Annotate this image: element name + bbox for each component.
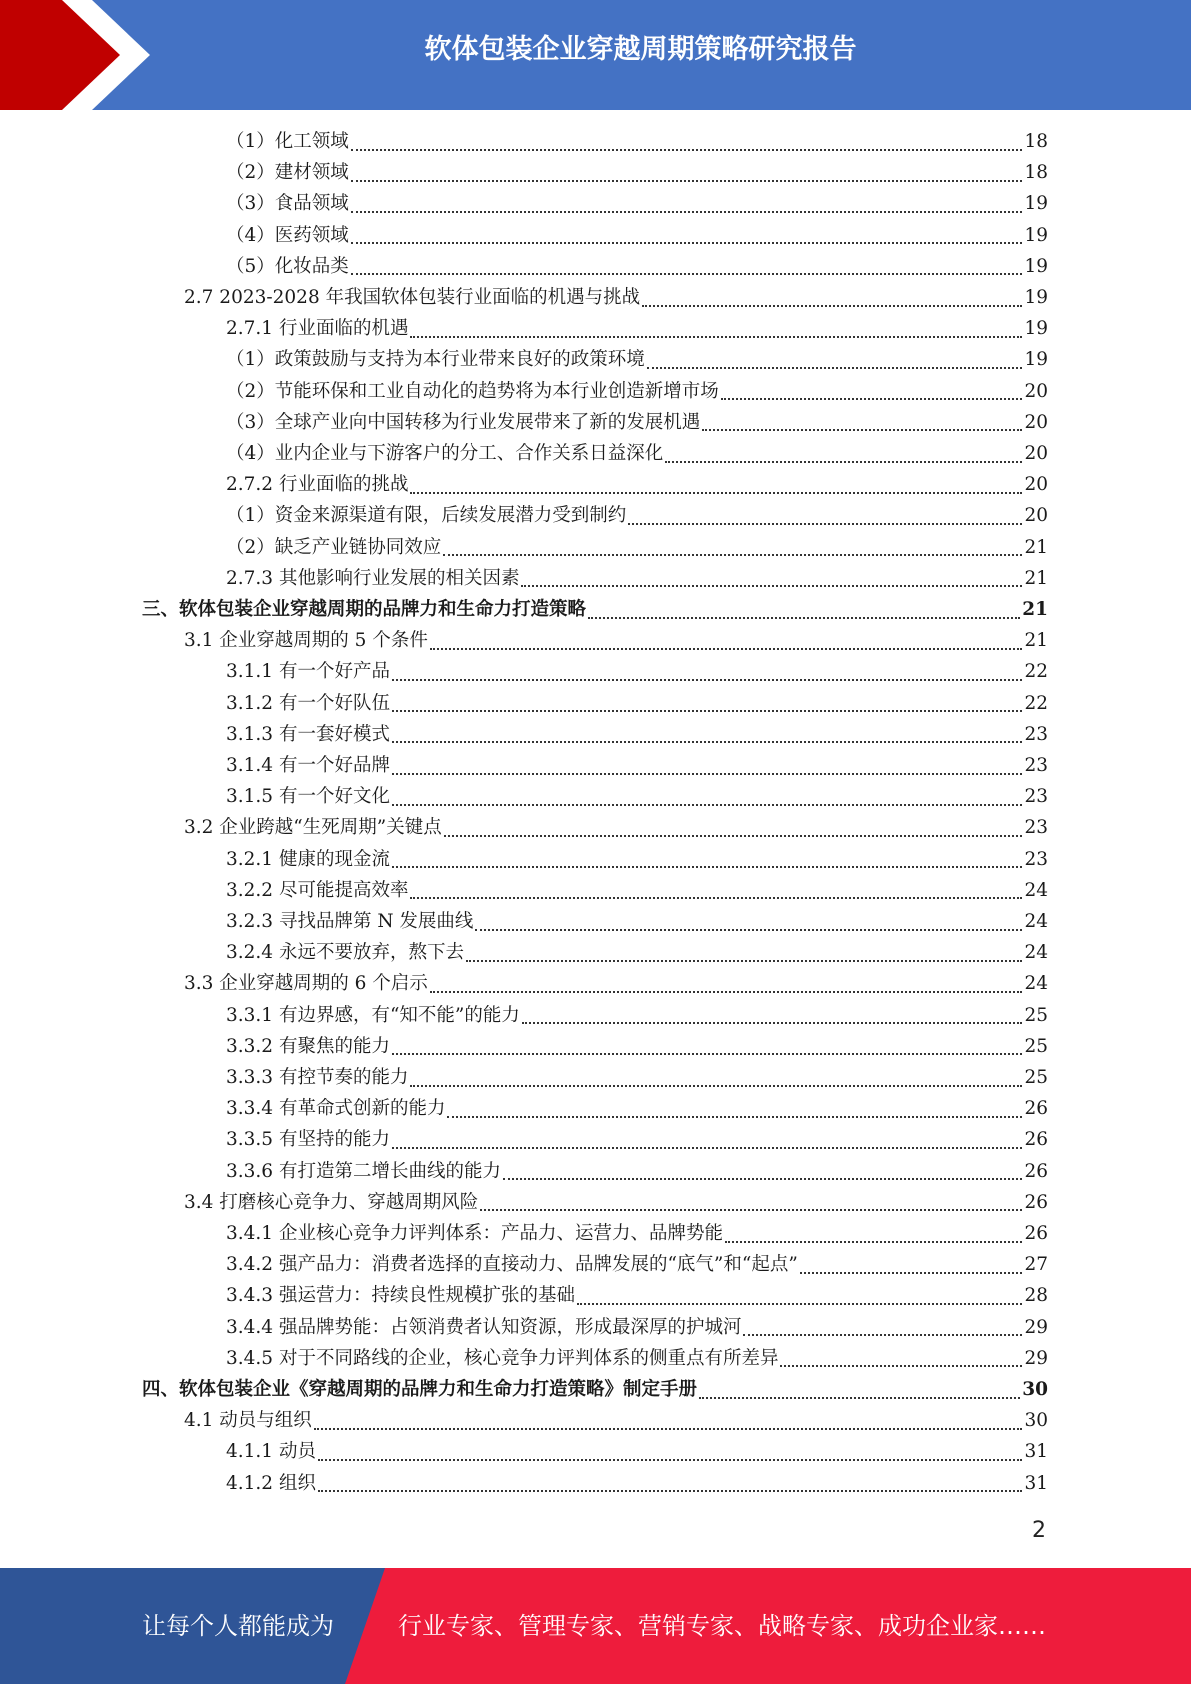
toc-entry-title: 3.1.3 有一套好模式	[226, 723, 390, 745]
toc-entry[interactable]	[226, 1249, 1048, 1280]
toc-entry-page: 21	[1024, 630, 1048, 652]
toc-entry[interactable]	[226, 220, 1048, 251]
toc-entry-title: 3.3.4 有革命式创新的能力	[226, 1098, 446, 1120]
toc-entry-title: 2.7.1 行业面临的机遇	[226, 318, 409, 340]
toc-entry-page: 26	[1024, 1191, 1048, 1213]
toc-entry[interactable]	[226, 500, 1048, 531]
toc-dot-leader	[480, 1209, 1022, 1211]
toc-dot-leader	[444, 835, 1023, 837]
toc-entry[interactable]	[184, 282, 1048, 313]
toc-dot-leader	[522, 1022, 1023, 1024]
toc-entry-title: 3.4.4 强品牌势能：占领消费者认知资源，形成最深厚的护城河	[226, 1316, 742, 1338]
toc-dot-leader	[430, 648, 1023, 650]
toc-entry[interactable]	[226, 1312, 1048, 1343]
toc-dot-leader	[780, 1365, 1022, 1367]
toc-dot-leader	[351, 273, 1023, 275]
toc-entry-title: 4.1.1 动员	[226, 1441, 316, 1463]
toc-dot-leader	[392, 1053, 1022, 1055]
toc-entry[interactable]	[142, 1374, 1048, 1405]
toc-entry[interactable]	[184, 625, 1048, 656]
toc-entry[interactable]	[184, 1187, 1048, 1218]
toc-entry-title: 3.4.2 强产品力：消费者选择的直接动力、品牌发展的“底气”和“起点”	[226, 1254, 798, 1276]
toc-entry-title: （4）业内企业与下游客户的分工、合作关系日益深化	[226, 443, 664, 464]
toc-entry[interactable]	[226, 407, 1048, 438]
toc-dot-leader	[318, 1490, 1023, 1492]
toc-dot-leader	[410, 1085, 1022, 1087]
toc-entry-page: 19	[1024, 255, 1048, 277]
toc-entry-page: 24	[1024, 879, 1048, 901]
toc-entry[interactable]	[226, 376, 1048, 407]
toc-entry[interactable]	[226, 532, 1048, 563]
toc-entry[interactable]	[226, 1343, 1048, 1374]
toc-entry-page: 24	[1024, 942, 1048, 964]
toc-entry[interactable]	[226, 937, 1048, 968]
toc-dot-leader	[351, 242, 1023, 244]
toc-entry-page: 18	[1024, 162, 1048, 184]
toc-entry-title: 2.7 2023-2028 年我国软体包装行业面临的机遇与挑战	[184, 287, 641, 308]
toc-entry-page: 30	[1022, 1379, 1048, 1400]
toc-entry[interactable]	[142, 594, 1048, 625]
toc-entry-page: 23	[1024, 755, 1048, 776]
toc-entry-page: 25	[1024, 1004, 1048, 1026]
toc-dot-leader	[503, 1178, 1022, 1180]
toc-entry-title: 3.4.1 企业核心竞争力评判体系：产品力、运营力、品牌势能	[226, 1223, 723, 1244]
toc-entry-page: 20	[1024, 505, 1048, 527]
toc-entry-page: 26	[1024, 1098, 1048, 1120]
toc-entry-title: 3.4 打磨核心竞争力、穿越周期风险	[184, 1191, 479, 1213]
toc-dot-leader	[721, 398, 1023, 400]
toc-dot-leader	[588, 617, 1020, 619]
toc-entry-page: 18	[1024, 131, 1048, 152]
footer-slogan-left: 让每个人都能成为	[142, 1612, 334, 1640]
toc-entry[interactable]	[226, 1031, 1048, 1062]
toc-entry-page: 19	[1024, 224, 1048, 246]
toc-dot-leader	[392, 1147, 1022, 1149]
toc-entry-title: 4.1 动员与组织	[184, 1410, 312, 1432]
toc-dot-leader	[642, 305, 1022, 307]
toc-dot-leader	[647, 367, 1023, 369]
toc-dot-leader	[577, 1303, 1022, 1305]
toc-entry[interactable]	[226, 1093, 1048, 1124]
toc-dot-leader	[351, 149, 1023, 151]
toc-entry-page: 19	[1024, 318, 1048, 340]
toc-entry[interactable]	[226, 1468, 1048, 1499]
toc-entry[interactable]	[226, 844, 1048, 875]
toc-entry-page: 26	[1024, 1223, 1048, 1244]
toc-entry-title: 2.7.3 其他影响行业发展的相关因素	[226, 567, 520, 589]
toc-entry-page: 23	[1024, 817, 1048, 839]
toc-entry[interactable]	[226, 656, 1048, 687]
toc-entry[interactable]	[226, 875, 1048, 906]
toc-entry-page: 22	[1024, 661, 1048, 683]
toc-dot-leader	[430, 991, 1023, 993]
toc-dot-leader	[725, 1241, 1022, 1243]
footer-slogan-right: 行业专家、管理专家、营销专家、战略专家、成功企业家……	[398, 1612, 1046, 1640]
toc-entry-page: 30	[1024, 1410, 1048, 1432]
toc-entry-page: 31	[1024, 1472, 1048, 1494]
toc-dot-leader	[410, 897, 1022, 899]
toc-entry[interactable]	[226, 563, 1048, 594]
toc-entry-page: 26	[1024, 1129, 1048, 1151]
toc-entry-title: 3.2.1 健康的现金流	[226, 848, 390, 870]
toc-entry[interactable]	[226, 438, 1048, 469]
toc-entry[interactable]	[226, 188, 1048, 219]
toc-entry-page: 20	[1024, 380, 1048, 402]
toc-entry-page: 25	[1024, 1067, 1048, 1088]
toc-entry-page: 20	[1024, 443, 1048, 464]
toc-entry-title: 3.1.5 有一个好文化	[226, 786, 390, 808]
toc-dot-leader	[392, 804, 1022, 806]
toc-dot-leader	[410, 492, 1022, 494]
toc-entry-title: 2.7.2 行业面临的挑战	[226, 474, 409, 496]
toc-entry-page: 21	[1024, 536, 1048, 558]
toc-dot-leader	[800, 1272, 1023, 1274]
toc-entry-title: 3.2 企业跨越“生死周期”关键点	[184, 817, 442, 839]
toc-dot-leader	[743, 1334, 1022, 1336]
toc-entry-title: （1）化工领域	[226, 131, 349, 152]
toc-entry-title: 3.1.1 有一个好产品	[226, 661, 390, 683]
toc-entry-page: 22	[1024, 692, 1048, 714]
toc-entry-title: （4）医药领域	[226, 224, 349, 246]
toc-entry-title: 3.1 企业穿越周期的 5 个条件	[184, 630, 428, 652]
toc-entry[interactable]	[226, 1124, 1048, 1155]
toc-dot-leader	[628, 523, 1022, 525]
toc-dot-leader	[392, 741, 1022, 743]
toc-dot-leader	[447, 1116, 1022, 1118]
toc-entry-title: 3.1.4 有一个好品牌	[226, 755, 390, 776]
toc-entry-page: 21	[1024, 567, 1048, 589]
page-footer	[0, 1568, 1191, 1684]
header-title: 软体包装企业穿越周期策略研究报告	[424, 34, 857, 65]
toc-entry-page: 19	[1024, 287, 1048, 308]
toc-entry[interactable]	[226, 906, 1048, 937]
toc-dot-leader	[351, 211, 1023, 213]
toc-entry-title: 3.4.3 强运营力：持续良性规模扩张的基础	[226, 1285, 575, 1307]
toc-entry[interactable]	[226, 469, 1048, 500]
toc-entry-title: （3）全球产业向中国转移为行业发展带来了新的发展机遇	[226, 411, 701, 433]
toc-entry-title: （5）化妆品类	[226, 255, 349, 277]
toc-dot-leader	[410, 336, 1022, 338]
toc-entry-title: 3.2.2 尽可能提高效率	[226, 879, 409, 901]
toc-dot-leader	[521, 585, 1022, 587]
toc-entry-title: （1）政策鼓励与支持为本行业带来良好的政策环境	[226, 349, 645, 371]
toc-dot-leader	[699, 1397, 1020, 1399]
toc-dot-leader	[702, 429, 1022, 431]
toc-entry[interactable]	[226, 1156, 1048, 1187]
toc-entry-page: 20	[1024, 411, 1048, 433]
toc-entry-title: （2）节能环保和工业自动化的趋势将为本行业创造新增市场	[226, 380, 719, 402]
toc-dot-leader	[665, 461, 1022, 463]
toc-entry-title: 四、软体包装企业《穿越周期的品牌力和生命力打造策略》制定手册	[142, 1379, 698, 1400]
toc-dot-leader	[392, 710, 1022, 712]
toc-entry-title: 3.4.5 对于不同路线的企业，核心竞争力评判体系的侧重点有所差异	[226, 1347, 779, 1369]
toc-entry[interactable]	[226, 719, 1048, 750]
toc-dot-leader	[392, 866, 1022, 868]
toc-entry-page: 23	[1024, 848, 1048, 870]
toc-dot-leader	[475, 929, 1022, 931]
toc-entry-title: 3.1.2 有一个好队伍	[226, 692, 390, 714]
toc-entry-page: 20	[1024, 474, 1048, 496]
toc-entry-page: 25	[1024, 1035, 1048, 1057]
toc-entry-page: 19	[1024, 193, 1048, 215]
toc-entry-page: 29	[1024, 1347, 1048, 1369]
toc-entry-page: 24	[1024, 973, 1048, 995]
toc-entry-title: 3.3.3 有控节奏的能力	[226, 1067, 409, 1088]
toc-entry-title: 三、软体包装企业穿越周期的品牌力和生命力打造策略	[142, 599, 587, 620]
toc-entry-title: 3.2.4 永远不要放弃，熬下去	[226, 942, 464, 964]
toc-entry[interactable]	[226, 1280, 1048, 1311]
toc-entry-title: （2）建材领域	[226, 162, 349, 184]
toc-entry-title: 4.1.2 组织	[226, 1472, 316, 1494]
toc-dot-leader	[314, 1428, 1023, 1430]
toc-entry[interactable]	[226, 1062, 1048, 1093]
toc-entry[interactable]	[226, 344, 1048, 375]
toc-entry-title: 3.3.5 有坚持的能力	[226, 1129, 390, 1151]
toc-entry[interactable]	[226, 251, 1048, 282]
toc-entry-title: 3.2.3 寻找品牌第 N 发展曲线	[226, 911, 474, 932]
toc-entry-page: 29	[1024, 1316, 1048, 1338]
toc-entry-title: 3.3 企业穿越周期的 6 个启示	[184, 973, 428, 995]
toc-entry-title: （2）缺乏产业链协同效应	[226, 536, 442, 558]
toc-entry-title: 3.3.6 有打造第二增长曲线的能力	[226, 1160, 501, 1182]
toc-entry-page: 19	[1024, 349, 1048, 371]
toc-entry[interactable]	[226, 781, 1048, 812]
toc-entry-title: 3.3.1 有边界感，有“知不能”的能力	[226, 1004, 520, 1026]
toc-dot-leader	[392, 679, 1022, 681]
toc-entry[interactable]	[226, 1218, 1048, 1249]
toc-entry[interactable]	[226, 1436, 1048, 1467]
toc-entry[interactable]	[184, 968, 1048, 999]
toc-entry-page: 28	[1024, 1285, 1048, 1307]
toc-entry[interactable]	[226, 1000, 1048, 1031]
toc-entry[interactable]	[184, 812, 1048, 843]
page-header	[0, 0, 1191, 110]
toc-dot-leader	[351, 180, 1023, 182]
toc-entry-page: 31	[1024, 1441, 1048, 1463]
toc-entry[interactable]	[226, 688, 1048, 719]
toc-entry[interactable]	[226, 157, 1048, 188]
toc-entry-page: 23	[1024, 786, 1048, 808]
toc-entry-page: 21	[1022, 599, 1048, 620]
toc-dot-leader	[318, 1459, 1023, 1461]
toc-entry-title: 3.3.2 有聚焦的能力	[226, 1035, 390, 1057]
toc-entry[interactable]	[226, 313, 1048, 344]
toc-dot-leader	[466, 960, 1022, 962]
toc-entry-page: 24	[1024, 911, 1048, 932]
toc-entry-page: 27	[1024, 1254, 1048, 1276]
toc-entry[interactable]	[226, 750, 1048, 781]
toc-entry-title: （1）资金来源渠道有限，后续发展潜力受到制约	[226, 505, 627, 527]
page-number: 2	[1032, 1518, 1046, 1543]
toc-entry-page: 26	[1024, 1160, 1048, 1182]
toc-entry-page: 23	[1024, 723, 1048, 745]
toc-entry-title: （3）食品领域	[226, 193, 349, 215]
toc-dot-leader	[443, 554, 1022, 556]
toc-dot-leader	[392, 773, 1022, 775]
toc-entry[interactable]	[226, 126, 1048, 157]
toc-entry[interactable]	[184, 1405, 1048, 1436]
